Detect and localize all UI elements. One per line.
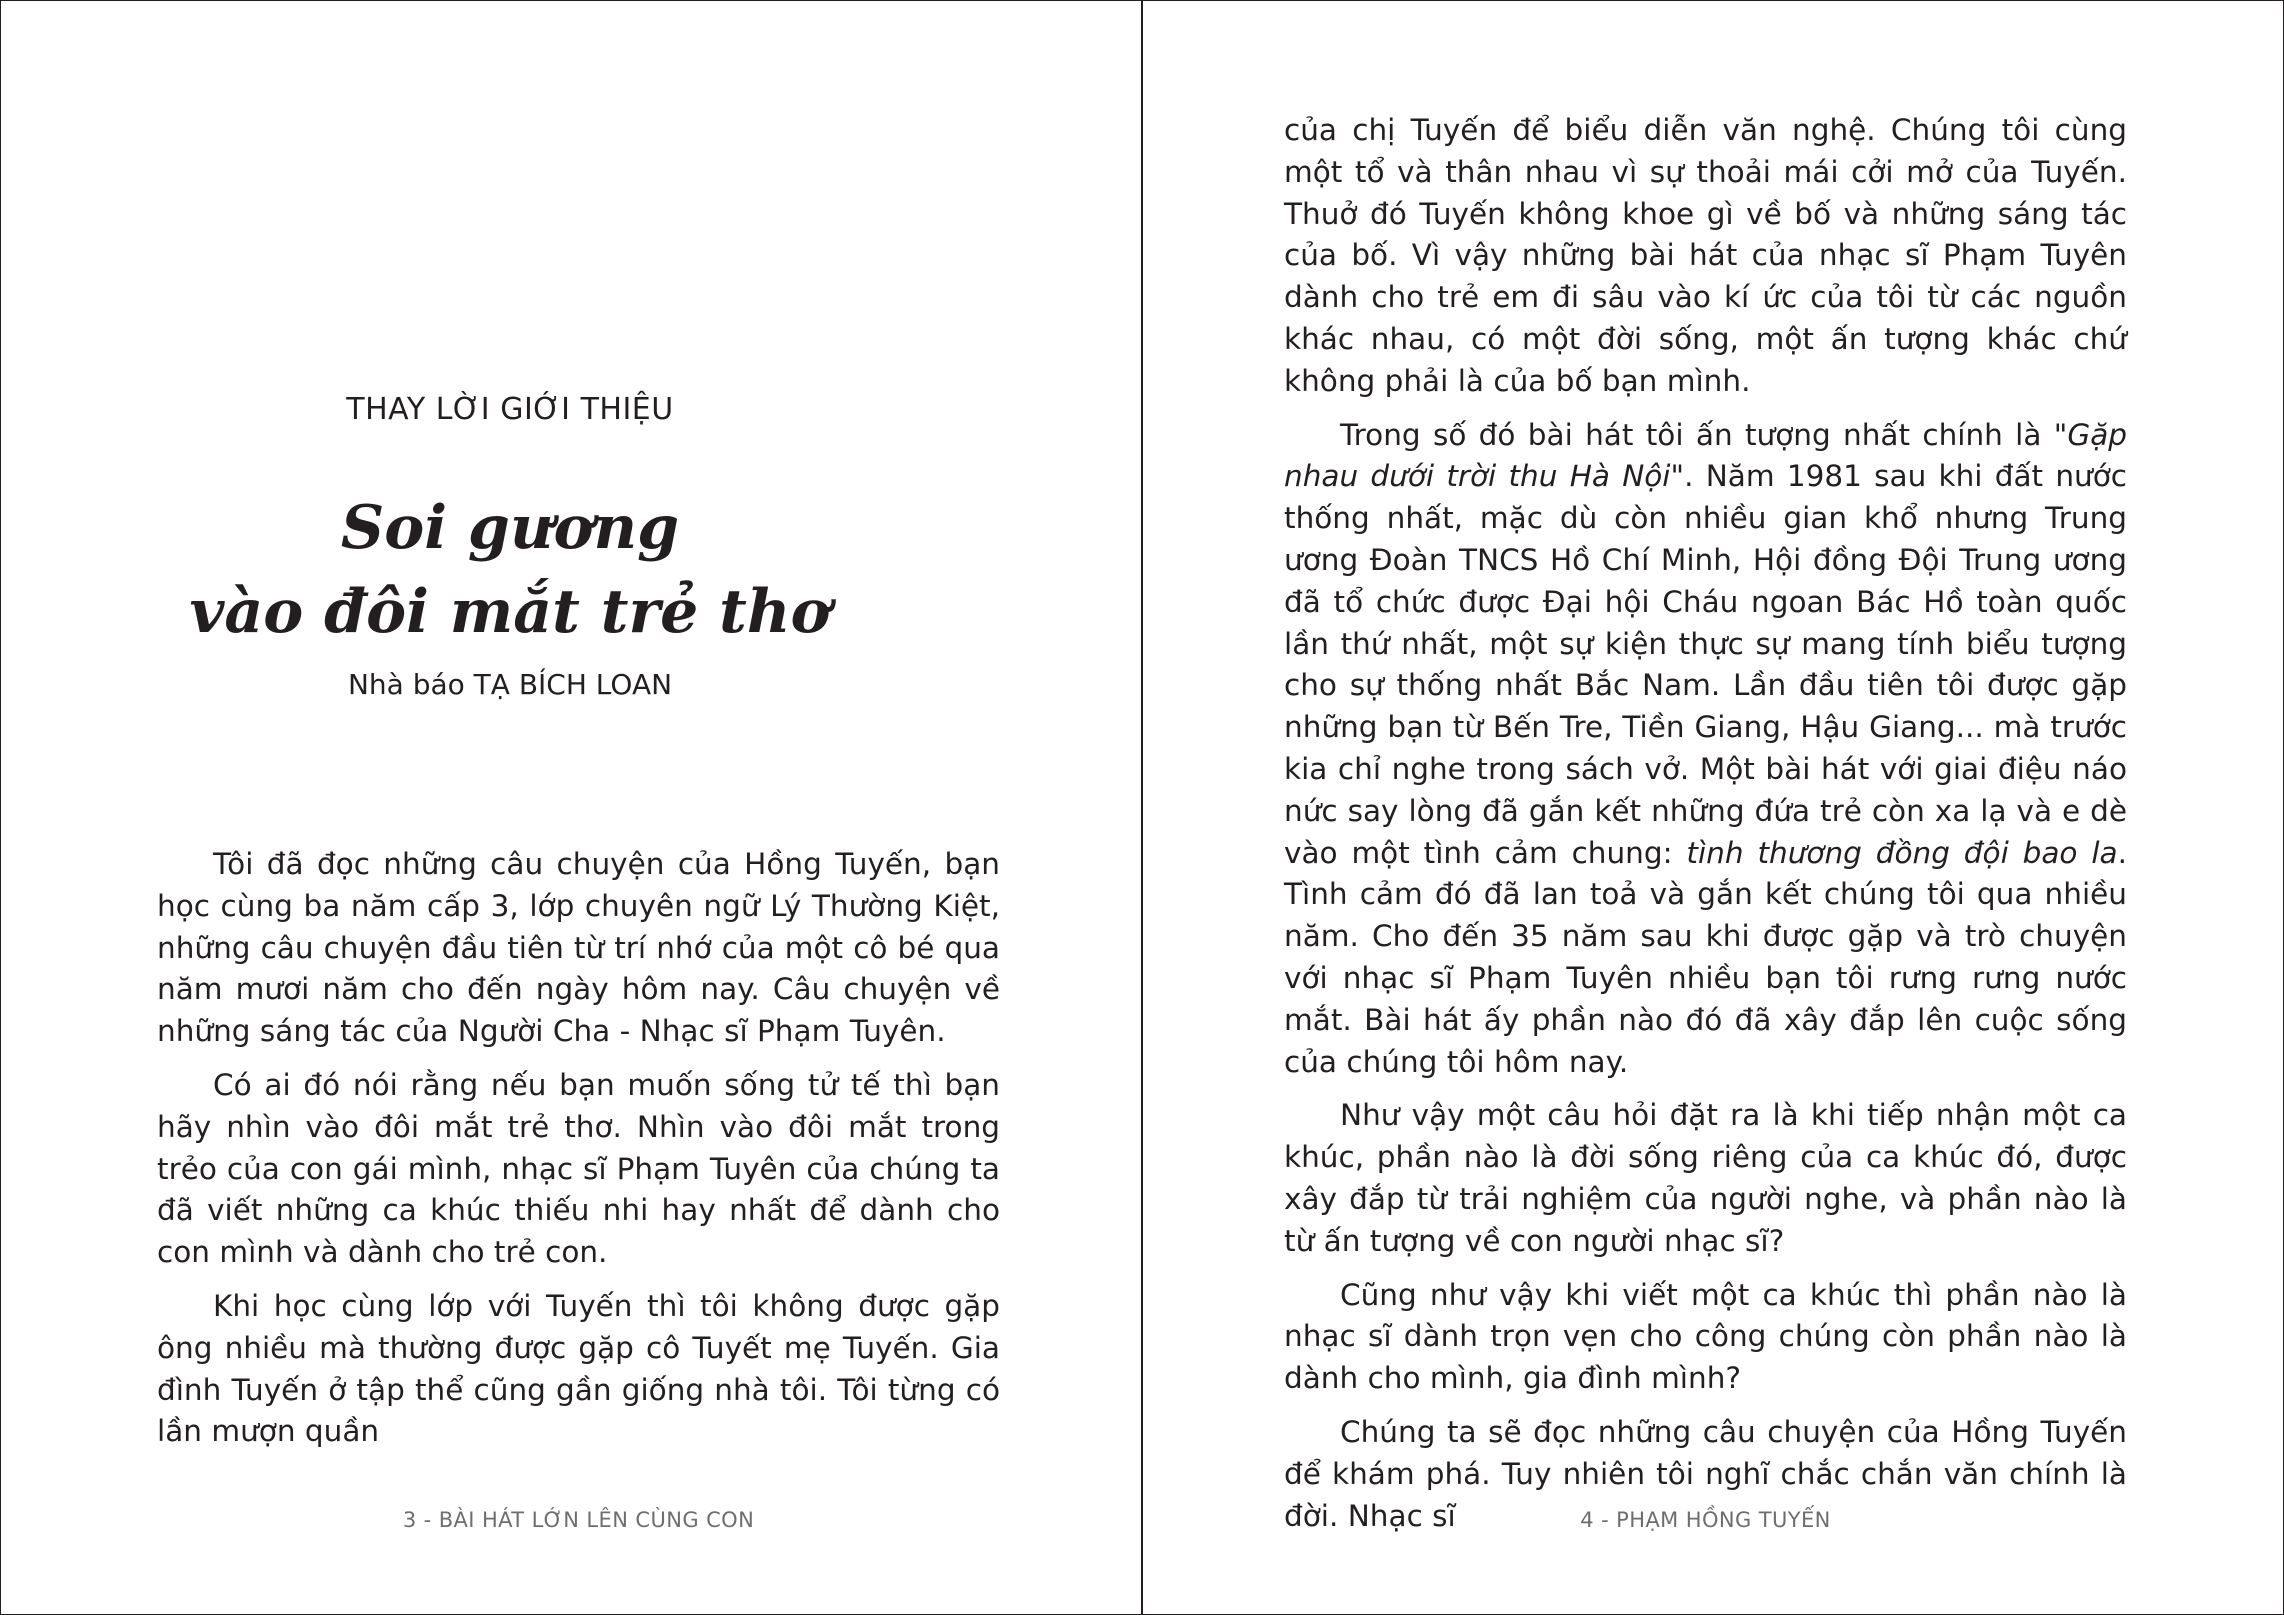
paragraph: Chúng ta sẽ đọc những câu chuyện của Hồng Tuyến để khám phá. Tuy nhiên tôi nghĩ chắc chắn văn chính là đời. Nhạc sĩ (1284, 1414, 2127, 1533)
paragraph (1284, 415, 2127, 1084)
left-page-folio: 3 - BÀI HÁT LỚN LÊN CÙNG CON (402, 1508, 755, 1532)
song-title: "Gặp nhau dưới trời thu Hà Nội" (1284, 417, 2127, 494)
paragraph: Có ai đó nói rằng nếu bạn muốn sống tử tế thì bạn hãy nhìn vào đôi mắt trẻ thơ. Nhìn vào đôi mắt trong trẻo của con gái mình, nhạc sĩ Phạm Tuyên của chúng ta đã viết những ca khúc thiếu nhi hay nhất để dành cho con mình và dành cho trẻ con. (157, 1067, 1000, 1270)
author-byline: Nhà báo TẠ BÍCH LOAN (347, 668, 673, 701)
left-page (0, 0, 1141, 1615)
right-page (1143, 0, 2284, 1615)
song-lyric: tình thương đồng đội bao la (1686, 835, 2118, 870)
chapter-title-line-2: vào đôi mắt trẻ thơ (189, 577, 831, 647)
paragraph-text: . Năm 1981 sau khi đất nước thống nhất, mặc dù còn nhiều gian khổ nhưng Trung ương Đoàn TNCS Hồ Chí Minh, Hội đồng Đội Trung ương đã tổ chức được Đại hội Cháu ngoan Bác Hồ toàn quốc lần thứ nhất, một sự kiện thực sự mang tính biểu tượng cho sự thống nhất Bắc Nam. Lần đầu tiên tôi được gặp những bạn từ Bến Tre, Tiền Giang, Hậu Giang... mà trước kia chỉ nghe trong sách vở. Một bài hát với giai điệu náo nức say lòng đã gắn kết những đứa trẻ còn xa lạ và e dè vào một tình cảm chung: (1284, 459, 2127, 870)
paragraph: Cũng như vậy khi viết một ca khúc thì phần nào là nhạc sĩ dành trọn vẹn cho công chúng còn phần nào là dành cho mình, gia đình mình? (1284, 1277, 2127, 1396)
chapter-heading: THAY LỜI GIỚI THIỆU (346, 392, 674, 427)
chapter-title-line-1: Soi gương (340, 493, 680, 563)
paragraph: Như vậy một câu hỏi đặt ra là khi tiếp nhận một ca khúc, phần nào là đời sống riêng của ca khúc đó, được xây đắp từ trải nghiệm của người nghe, và phần nào là từ ấn tượng về con người nhạc sĩ? (1284, 1098, 2127, 1258)
paragraph: Tôi đã đọc những câu chuyện của Hồng Tuyến, bạn học cùng ba năm cấp 3, lớp chuyên ngữ Lý Thường Kiệt, những câu chuyện đầu tiên từ trí nhớ của một cô bé qua năm mươi năm cho đến ngày hôm nay. Câu chuyện về những sáng tác của Người Cha - Nhạc sĩ Phạm Tuyên. (157, 847, 1000, 1049)
paragraph: Khi học cùng lớp với Tuyến thì tôi không được gặp ông nhiều mà thường được gặp cô Tuyết mẹ Tuyến. Gia đình Tuyến ở tập thể cũng gần giống nhà tôi. Tôi từng có lần mượn quần (157, 1288, 1000, 1449)
right-body-text (1284, 110, 2127, 1549)
left-body-text (157, 844, 1000, 1465)
paragraph-continued: của chị Tuyến để biểu diễn văn nghệ. Chúng tôi cùng một tổ và thân nhau vì sự thoải mái cởi mở của Tuyến. Thuở đó Tuyến không khoe gì về bố và những sáng tác của bố. Vì vậy những bài hát của nhạc sĩ Phạm Tuyên dành cho trẻ em đi sâu vào kí ức của tôi từ các nguồn khác nhau, có một đời sống, một ấn tượng khác chứ không phải là của bố bạn mình. (1284, 113, 2127, 398)
paragraph-text: . Tình cảm đó đã lan toả và gắn kết chúng tôi qua nhiều năm. Cho đến 35 năm sau khi được gặp và trò chuyện với nhạc sĩ Phạm Tuyên nhiều bạn tôi rưng rưng nước mắt. Bài hát ấy phần nào đó đã xây đắp lên cuộc sống của chúng tôi hôm nay. (1284, 835, 2127, 1079)
paragraph-text: Trong số đó bài hát tôi ấn tượng nhất chính là (1340, 417, 2054, 452)
chapter-title (150, 486, 870, 654)
right-page-folio: 4 - PHẠM HỒNG TUYẾN (1580, 1508, 1831, 1532)
